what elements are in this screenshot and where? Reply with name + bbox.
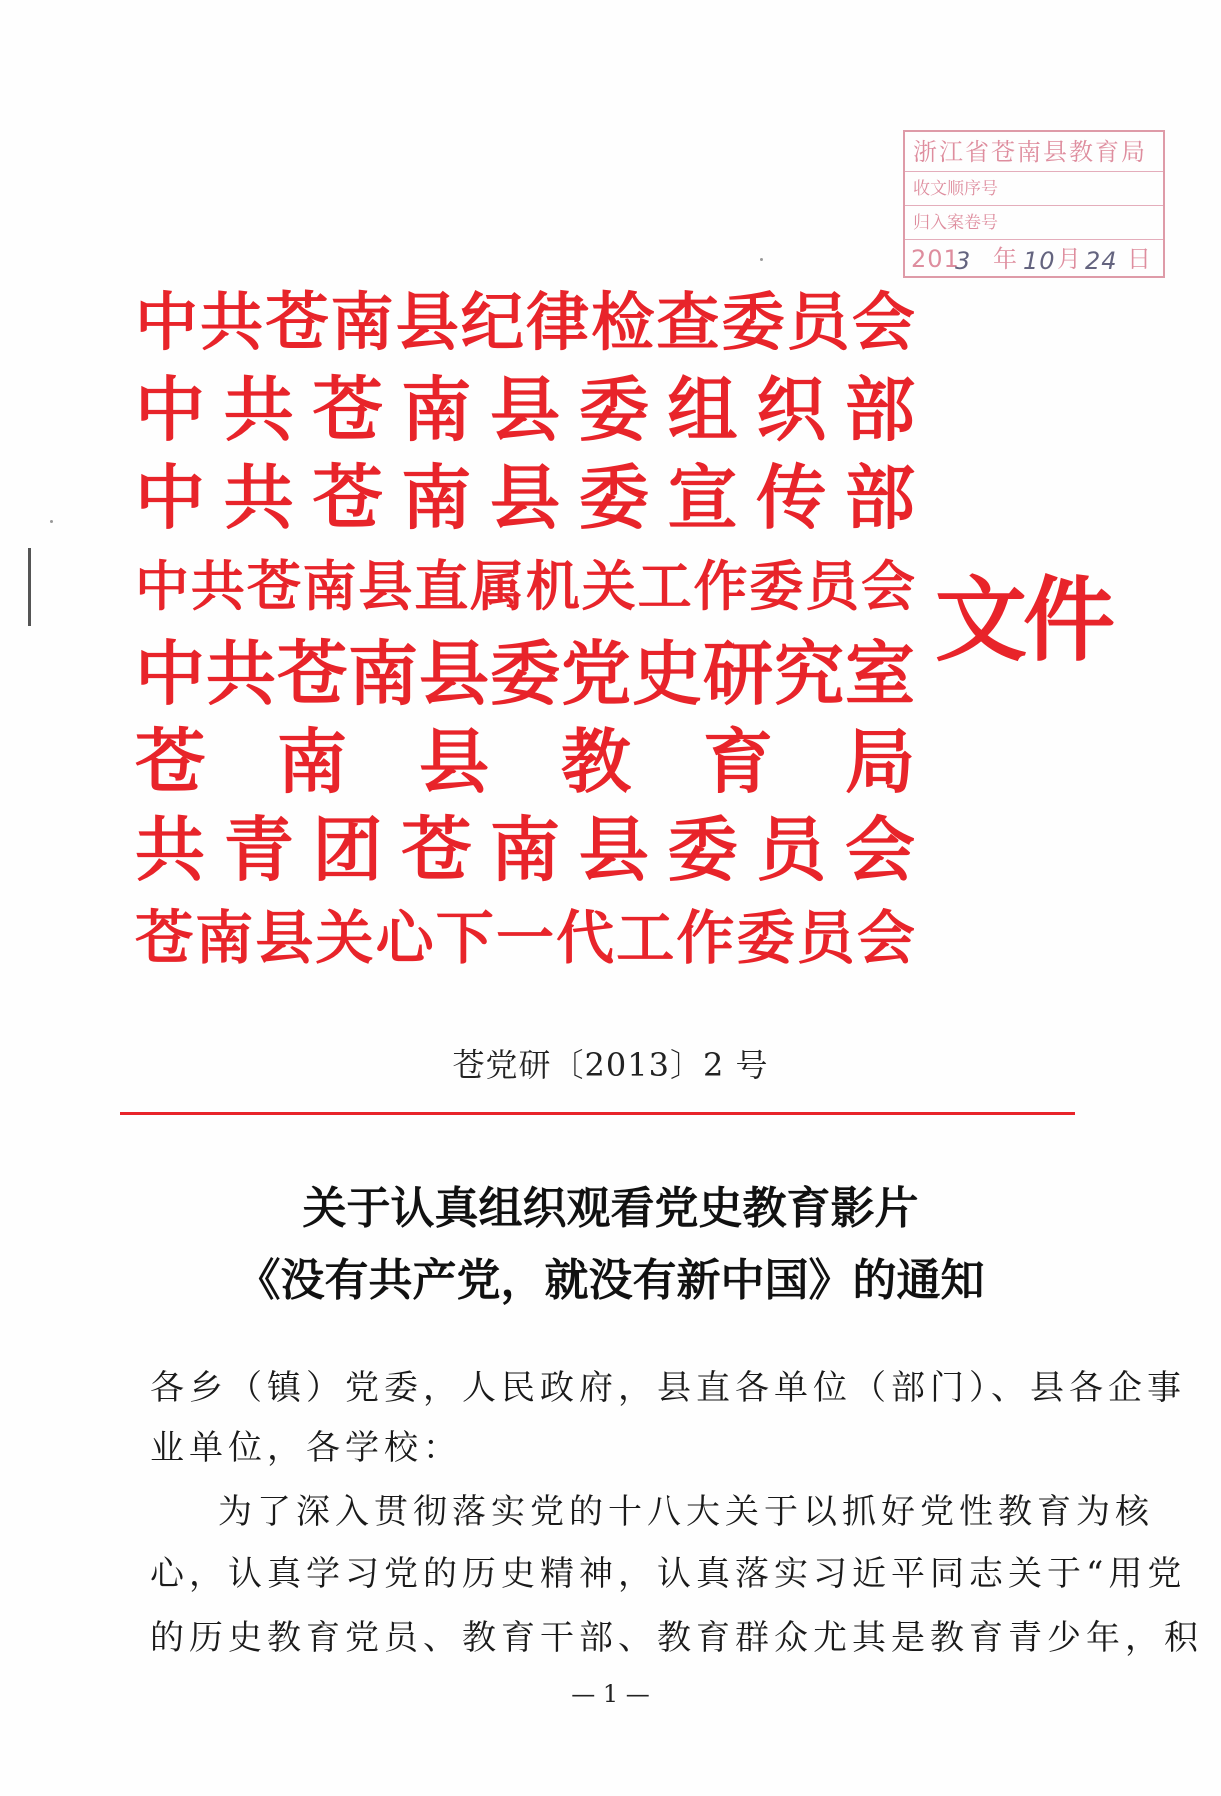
stamp-sequence-label: 收文顺序号 [905,172,1163,206]
org-char: 共 [223,456,294,539]
org-char: 属 [470,554,525,618]
org-char: 县 [419,720,489,803]
body-line: 心，认真学习党的历史精神，认真落实习近平同志关于“用党 [150,1554,1187,1594]
org-char: 代 [556,904,615,972]
org-char: 室 [845,632,915,715]
org-char: 南 [490,808,560,891]
org-char: 一 [495,904,554,972]
org-char: 会 [851,285,915,359]
org-char: 究 [774,632,844,715]
red-separator-line [120,1112,1075,1115]
org-char: 教 [561,720,631,803]
org-char: 关 [581,554,636,618]
stamp-year-handwritten: 3 [955,247,972,275]
org-char: 会 [860,554,915,618]
org-char: 纪 [460,285,524,359]
stamp-day-label: 日 [1127,245,1152,273]
org-char: 苍 [312,456,383,539]
org-char: 南 [277,720,347,803]
stamp-day-handwritten: 24 [1085,247,1118,275]
org-char: 中 [135,285,198,359]
org-char: 共 [135,808,205,891]
org-char: 共 [200,285,264,359]
scan-speck [760,258,763,261]
org-char: 县 [490,368,560,451]
body-line: 为了深入贯彻落实党的十八大关于以抓好党性教育为核 [218,1492,1154,1532]
org-line [135,630,915,718]
org-char: 心 [375,904,434,972]
org-char: 南 [401,456,472,539]
org-char: 团 [312,808,383,891]
org-char: 史 [632,632,702,715]
org-char: 工 [637,554,692,618]
org-char: 共 [223,368,294,451]
org-char: 县 [419,632,489,715]
org-char: 委 [578,456,649,539]
org-char: 部 [845,456,915,539]
org-char: 县 [395,285,459,359]
org-char: 党 [561,632,631,715]
stamp-year-label: 年 [993,245,1018,273]
org-char: 南 [348,632,418,715]
org-char: 南 [302,554,357,618]
org-char: 共 [190,554,245,618]
org-char: 苍 [135,720,205,803]
stamp-org: 浙江省苍南县教育局 [905,132,1163,172]
body-line: 各乡（镇）党委，人民政府，县直各单位（部门）、县各企事 [150,1368,1186,1408]
org-char: 中 [135,456,205,539]
org-line [135,278,915,366]
document-number: 苍党研〔2013〕2 号 [452,1046,769,1084]
org-char: 县 [255,904,314,972]
org-char: 委 [667,808,738,891]
org-char: 传 [756,456,827,539]
org-line [135,366,915,454]
org-char: 委 [736,904,795,972]
org-char: 育 [703,720,773,803]
org-char: 会 [845,808,915,891]
org-char: 织 [756,368,827,451]
receipt-stamp [903,130,1165,278]
org-char: 员 [786,285,850,359]
issuing-organizations [135,278,915,982]
document-title-line1: 关于认真组织观看党史教育影片 [302,1183,919,1234]
stamp-year-prefix: 201 [911,245,960,273]
org-char: 苍 [135,904,194,972]
scan-speck [50,520,53,523]
org-char: 局 [845,720,915,803]
org-char: 委 [749,554,804,618]
page-number: — 1 — [571,1680,650,1708]
org-char: 直 [414,554,469,618]
org-char: 员 [756,808,827,891]
org-char: 关 [315,904,374,972]
org-char: 机 [525,554,580,618]
binding-mark [28,548,31,626]
org-char: 青 [223,808,294,891]
org-char: 下 [435,904,494,972]
org-char: 县 [490,456,560,539]
org-char: 委 [490,632,560,715]
org-char: 委 [721,285,785,359]
org-char: 员 [796,904,855,972]
stamp-month-label: 月 [1057,245,1082,273]
org-char: 作 [693,554,748,618]
org-char: 南 [401,368,472,451]
org-char: 苍 [401,808,472,891]
org-char: 苍 [246,554,301,618]
org-line [135,806,915,894]
org-char: 工 [616,904,675,972]
org-char: 县 [358,554,413,618]
org-char: 员 [805,554,860,618]
org-char: 部 [845,368,915,451]
org-char: 中 [135,632,205,715]
org-char: 中 [135,554,189,618]
org-char: 南 [330,285,394,359]
org-char: 查 [656,285,720,359]
org-char: 研 [703,632,773,715]
body-line: 的历史教育党员、教育干部、教育群众尤其是教育青少年，积 [150,1618,1203,1658]
org-char: 苍 [277,632,347,715]
document-suffix: 文件 [935,566,1112,674]
stamp-file-label: 归入案卷号 [905,206,1163,240]
stamp-month-handwritten: 10 [1023,247,1056,275]
org-char: 律 [526,285,590,359]
document-title-line2: 《没有共产党，就没有新中国》的通知 [236,1255,985,1306]
org-char: 检 [591,285,655,359]
org-char: 中 [135,368,205,451]
org-char: 委 [578,368,649,451]
body-line: 业单位，各学校： [150,1428,462,1468]
org-line [135,894,915,982]
org-char: 县 [578,808,649,891]
org-char: 苍 [265,285,329,359]
org-char: 组 [667,368,738,451]
org-line [135,542,915,630]
org-char: 苍 [312,368,383,451]
org-char: 会 [856,904,915,972]
org-char: 宣 [667,456,738,539]
stamp-date [905,240,1163,278]
org-line [135,718,915,806]
org-char: 作 [676,904,735,972]
org-line [135,454,915,542]
org-char: 南 [195,904,254,972]
org-char: 共 [206,632,276,715]
